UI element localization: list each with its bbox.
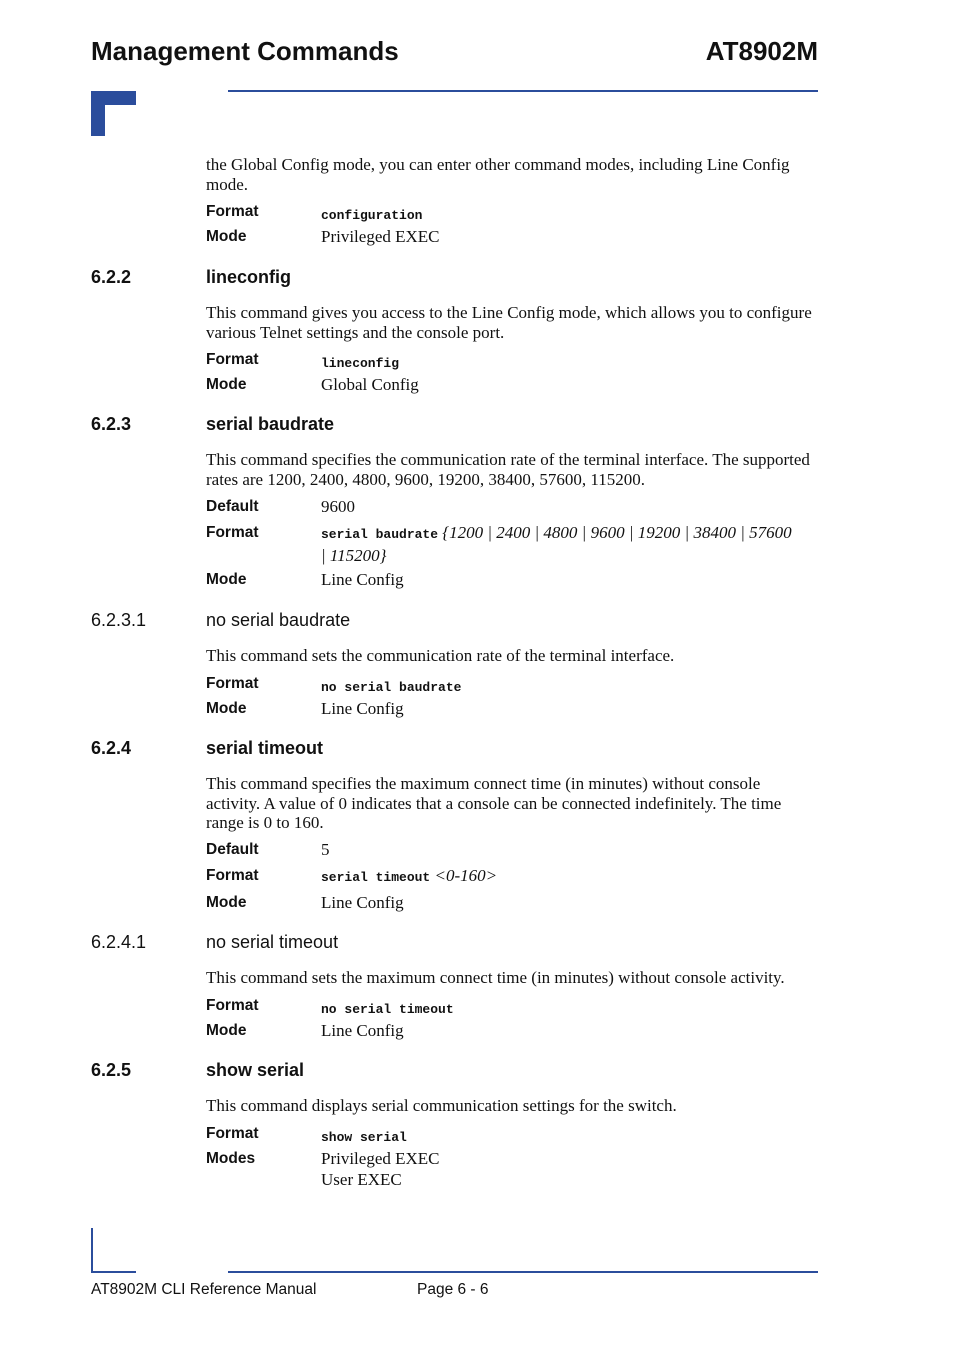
section-title-show-serial: show serial bbox=[206, 1060, 305, 1080]
serial-baudrate-format-value bbox=[321, 522, 818, 566]
serial-baudrate-mode-label: Mode bbox=[206, 571, 247, 588]
no-serial-timeout-mode-label: Mode bbox=[206, 1022, 247, 1039]
section-title-no-serial-baudrate: no serial baudrate bbox=[206, 610, 351, 630]
show-serial-modes-value-1: Privileged EXEC bbox=[321, 1149, 440, 1168]
no-serial-baudrate-format-code: no serial baudrate bbox=[321, 680, 462, 695]
section-number-6-2-4-1: 6.2.4.1 bbox=[91, 932, 147, 952]
serial-timeout-paragraph: This command specifies the maximum connect time (in minutes) without console activity. A value of 0 indicates that a console can be connected indefinitely. The time range is 0 to 160. bbox=[206, 774, 782, 832]
footer-manual-title: AT8902M CLI Reference Manual bbox=[91, 1281, 317, 1298]
intro-format-label: Format bbox=[206, 203, 259, 220]
section-title-serial-baudrate: serial baudrate bbox=[206, 414, 335, 434]
no-serial-baudrate-paragraph: This command sets the communication rate of the terminal interface. bbox=[206, 646, 675, 665]
serial-baudrate-paragraph: This command specifies the communication rate of the terminal interface. The supported rates are 1200, 2400, 4800, 9600, 19200, 38400, 57600, 115200. bbox=[206, 450, 810, 489]
header-title: Management Commands bbox=[91, 36, 399, 66]
lineconfig-mode-value: Global Config bbox=[321, 375, 419, 394]
serial-timeout-format-args: <0-160> bbox=[434, 866, 498, 885]
section-title-lineconfig: lineconfig bbox=[206, 267, 291, 287]
footer-rule bbox=[228, 1271, 818, 1273]
lineconfig-format-value bbox=[321, 351, 399, 374]
corner-mark-horizontal bbox=[91, 91, 136, 105]
serial-timeout-default-label: Default bbox=[206, 841, 259, 858]
no-serial-timeout-format-value bbox=[321, 997, 454, 1020]
header-product: AT8902M bbox=[705, 36, 818, 66]
serial-timeout-format-label: Format bbox=[206, 867, 259, 884]
serial-baudrate-format-args-line2: | 115200} bbox=[321, 546, 387, 565]
no-serial-baudrate-format-label: Format bbox=[206, 675, 259, 692]
footer-corner-horizontal bbox=[91, 1271, 136, 1273]
show-serial-modes-value-2: User EXEC bbox=[321, 1170, 402, 1189]
lineconfig-mode-label: Mode bbox=[206, 376, 247, 393]
section-title-serial-timeout: serial timeout bbox=[206, 738, 324, 758]
no-serial-baudrate-format-value bbox=[321, 675, 461, 698]
lineconfig-format-label: Format bbox=[206, 351, 259, 368]
show-serial-modes-label: Modes bbox=[206, 1150, 256, 1167]
serial-timeout-default-value: 5 bbox=[321, 840, 330, 859]
no-serial-baudrate-mode-label: Mode bbox=[206, 700, 247, 717]
no-serial-baudrate-mode-value: Line Config bbox=[321, 699, 404, 718]
serial-baudrate-default-label: Default bbox=[206, 498, 259, 515]
serial-baudrate-mode-value: Line Config bbox=[321, 570, 404, 589]
lineconfig-paragraph: This command gives you access to the Line Config mode, which allows you to configure various Telnet settings and the console port. bbox=[206, 303, 812, 342]
section-number-6-2-3: 6.2.3 bbox=[91, 414, 132, 434]
serial-timeout-mode-value: Line Config bbox=[321, 893, 404, 912]
serial-timeout-format-value bbox=[321, 865, 497, 888]
intro-mode-label: Mode bbox=[206, 228, 247, 245]
show-serial-format-value bbox=[321, 1125, 407, 1148]
lineconfig-format-code: lineconfig bbox=[321, 356, 400, 371]
footer-corner-vertical bbox=[91, 1228, 93, 1273]
no-serial-timeout-paragraph: This command sets the maximum connect time (in minutes) without console activity. bbox=[206, 968, 785, 987]
intro-paragraph: the Global Config mode, you can enter other command modes, including Line Config mode. bbox=[206, 155, 790, 194]
show-serial-format-code: show serial bbox=[321, 1130, 407, 1145]
serial-baudrate-format-args-line1: {1200 | 2400 | 4800 | 9600 | 19200 | 38400 | 57600 bbox=[442, 523, 792, 542]
section-number-6-2-2: 6.2.2 bbox=[91, 267, 132, 287]
intro-mode-value: Privileged EXEC bbox=[321, 227, 440, 246]
section-number-6-2-3-1: 6.2.3.1 bbox=[91, 610, 147, 630]
no-serial-timeout-format-code: no serial timeout bbox=[321, 1002, 454, 1017]
section-title-no-serial-timeout: no serial timeout bbox=[206, 932, 339, 952]
serial-baudrate-format-code: serial baudrate bbox=[321, 527, 439, 542]
show-serial-paragraph: This command displays serial communication settings for the switch. bbox=[206, 1096, 677, 1115]
section-number-6-2-5: 6.2.5 bbox=[91, 1060, 132, 1080]
no-serial-timeout-format-label: Format bbox=[206, 997, 259, 1014]
serial-baudrate-default-value: 9600 bbox=[321, 497, 355, 516]
header-rule bbox=[228, 90, 818, 92]
intro-format-value bbox=[321, 203, 422, 226]
section-number-6-2-4: 6.2.4 bbox=[91, 738, 132, 758]
serial-timeout-format-code: serial timeout bbox=[321, 870, 431, 885]
show-serial-format-label: Format bbox=[206, 1125, 259, 1142]
serial-timeout-mode-label: Mode bbox=[206, 894, 247, 911]
intro-format-code: configuration bbox=[321, 208, 423, 223]
no-serial-timeout-mode-value: Line Config bbox=[321, 1021, 404, 1040]
footer-page-number: Page 6 - 6 bbox=[417, 1281, 489, 1298]
serial-baudrate-format-label: Format bbox=[206, 524, 259, 541]
